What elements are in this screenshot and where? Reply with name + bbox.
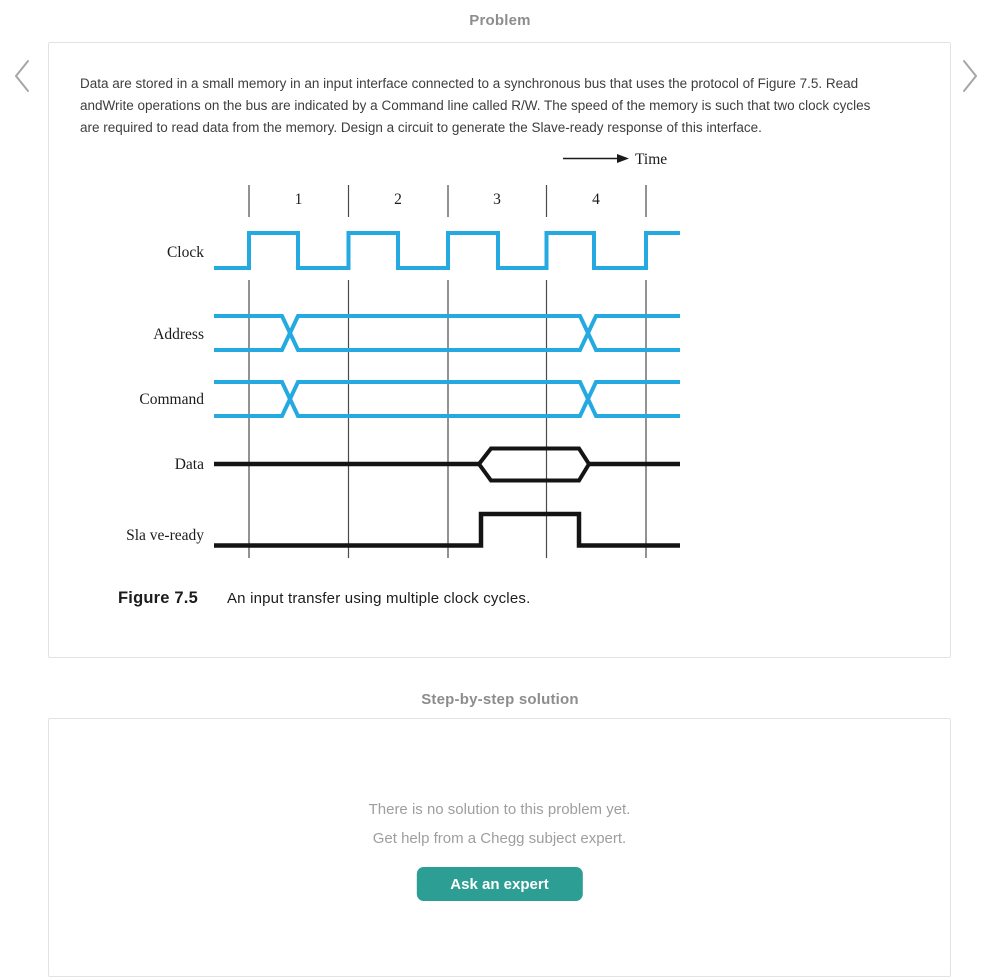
time-arrow-icon — [617, 154, 629, 163]
cycle-numbers — [295, 191, 601, 208]
get-help-message: Get help from a Chegg subject expert. — [372, 830, 627, 847]
figure-caption-text: An input transfer using multiple clock cycles. — [226, 590, 531, 607]
chevron-right-icon — [960, 58, 980, 94]
problem-text-line: andWrite operations on the bus are indicated by a Command line called R/W. The speed of the memory is such that two clock cycles — [80, 98, 871, 113]
slave-ready-waveform — [214, 514, 680, 546]
cycle-number: 4 — [592, 191, 600, 208]
cycle-number: 2 — [394, 191, 402, 208]
time-axis — [563, 151, 667, 168]
prev-problem-button[interactable] — [12, 58, 36, 94]
signal-label-data: Data — [174, 456, 204, 473]
problem-text-line: Data are stored in a small memory in an input interface connected to a synchronous bus that uses the protocol of Figure 7.5. Read — [80, 76, 859, 91]
cycle-grid-lines — [249, 280, 646, 558]
address-waveform — [214, 316, 680, 350]
signal-label-slave-ready: Sla ve-ready — [126, 527, 204, 544]
command-waveform — [214, 382, 680, 416]
problem-text — [80, 73, 925, 139]
signal-label-address: Address — [153, 326, 204, 343]
ask-an-expert-button[interactable]: Ask an expert — [416, 867, 582, 901]
chevron-left-icon — [12, 58, 32, 94]
data-waveform — [214, 449, 680, 481]
figure-number: Figure 7.5 — [118, 589, 198, 607]
problem-card — [48, 42, 951, 658]
signal-label-clock: Clock — [166, 244, 204, 261]
cycle-ticks — [249, 185, 646, 217]
cycle-number: 1 — [294, 191, 303, 208]
solution-heading: Step-by-step solution — [421, 691, 579, 708]
solution-card — [48, 718, 951, 977]
signal-labels — [126, 244, 204, 544]
no-solution-message: There is no solution to this problem yet. — [368, 801, 631, 818]
next-problem-button[interactable] — [960, 58, 984, 94]
signal-label-command: Command — [139, 391, 204, 408]
problem-heading: Problem — [469, 12, 531, 29]
clock-waveform — [214, 233, 680, 268]
figure-caption — [118, 589, 530, 608]
time-label: Time — [635, 151, 668, 168]
problem-text-line: are required to read data from the memory. Design a circuit to generate the Slave-ready response of this interface. — [80, 120, 762, 135]
timing-diagram — [101, 141, 721, 581]
cycle-number: 3 — [493, 191, 501, 208]
